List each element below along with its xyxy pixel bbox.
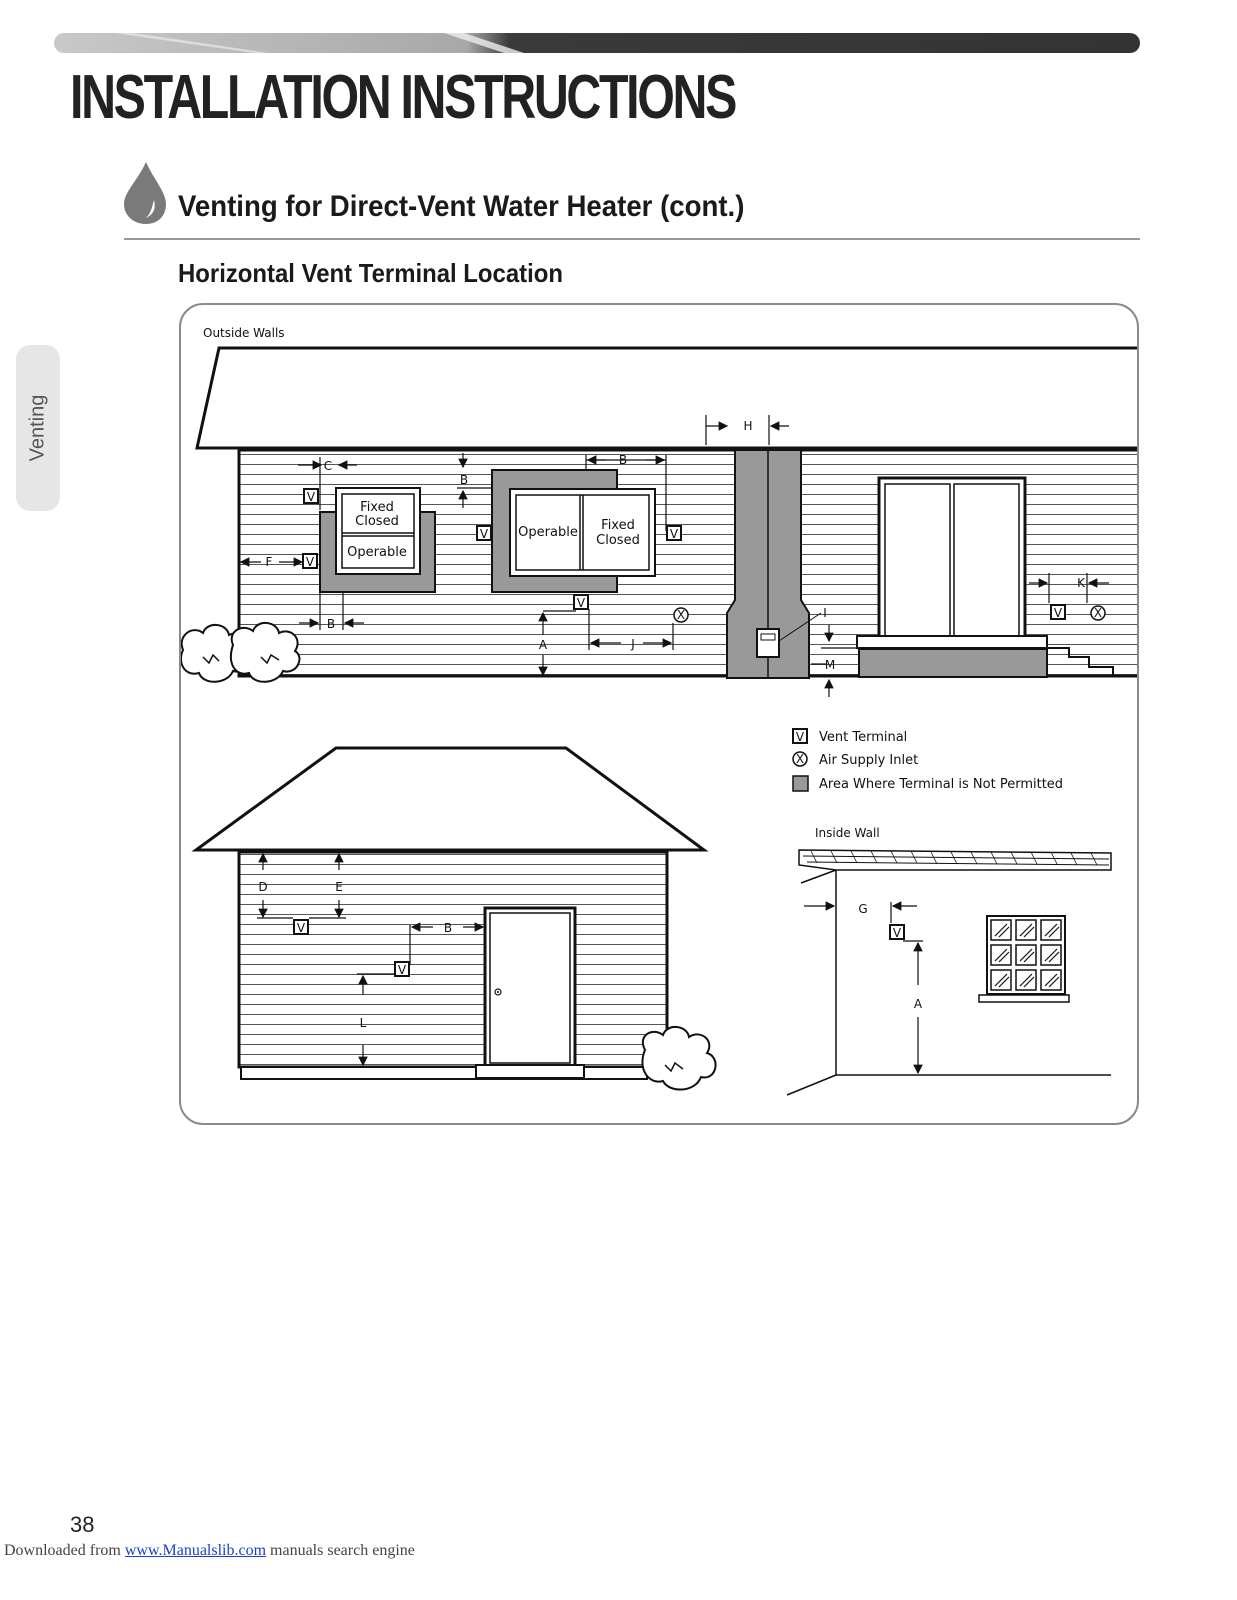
inside-wall-view [787, 850, 1111, 1095]
svg-text:D: D [258, 880, 268, 894]
svg-text:V: V [892, 926, 902, 940]
svg-text:V: V [479, 527, 489, 541]
vent-terminal-icon [890, 925, 904, 940]
svg-text:L: L [359, 1016, 367, 1030]
vent-terminal-icon [574, 595, 588, 610]
vent-terminal-icon [667, 526, 681, 541]
window2-operable-label: Operable [518, 525, 578, 540]
window2-fixed-label: Fixed [601, 518, 635, 533]
house-front-view [181, 348, 1139, 682]
svg-text:K: K [1077, 576, 1085, 590]
page-number: 38 [70, 1512, 95, 1537]
svg-text:M: M [824, 658, 836, 672]
svg-text:V: V [1053, 606, 1063, 620]
legend-vent-terminal: Vent Terminal [819, 730, 908, 745]
vent-terminal-icon [1051, 605, 1065, 620]
air-supply-inlet-icon [674, 608, 688, 622]
vent-terminal-icon [304, 489, 318, 504]
svg-text:X: X [795, 752, 805, 766]
legend-air-supply-inlet: Air Supply Inlet [819, 753, 919, 768]
legend-not-permitted: Area Where Terminal is Not Permitted [819, 777, 1064, 792]
svg-text:X: X [676, 608, 686, 622]
dimension-lines [804, 902, 923, 1073]
download-footer [4, 1542, 415, 1560]
house-side-view [196, 748, 716, 1090]
vent-terminal-icon [793, 729, 807, 744]
svg-text:I: I [823, 606, 827, 620]
vent-terminal-icon [477, 526, 491, 541]
vent-terminal-icon [395, 962, 409, 977]
svg-text:V: V [296, 921, 306, 935]
svg-text:B: B [443, 921, 453, 935]
svg-text:B: B [618, 453, 628, 467]
svg-text:V: V [306, 490, 316, 504]
svg-text:V: V [576, 596, 586, 610]
svg-text:C: C [323, 459, 333, 473]
svg-text:B: B [459, 473, 469, 487]
manualslib-link[interactable]: www.Manualslib.com [124, 1542, 267, 1559]
svg-text:V: V [397, 963, 407, 977]
water-drop-icon [120, 160, 168, 226]
air-supply-inlet-icon [793, 752, 807, 766]
svg-text:V: V [669, 527, 679, 541]
gas-meter [757, 629, 779, 657]
window1-fixed-label: Fixed [360, 500, 394, 515]
outside-walls-label: Outside Walls [203, 326, 285, 340]
air-supply-inlet-icon [1091, 606, 1105, 620]
window1-closed-label: Closed [355, 514, 399, 529]
svg-text:X: X [1093, 606, 1103, 620]
footer-prefix: Downloaded from [4, 1542, 125, 1559]
vent-location-diagram [179, 303, 1139, 1125]
section-title: Venting for Direct-Vent Water Heater (cont.) [178, 190, 745, 223]
legend [793, 729, 1063, 792]
porch-restricted-area [859, 649, 1047, 677]
svg-text:G: G [858, 902, 868, 916]
header-bar [54, 33, 1140, 53]
restricted-area-swatch [793, 776, 808, 791]
section-subtitle: Horizontal Vent Terminal Location [178, 258, 563, 288]
shrub-icon [181, 623, 299, 682]
svg-text:A: A [913, 997, 923, 1011]
svg-text:B: B [326, 617, 336, 631]
svg-text:A: A [538, 638, 548, 652]
vent-terminal-icon [303, 554, 317, 569]
shrub-icon [642, 1027, 715, 1090]
side-tab-label: Venting [26, 394, 49, 462]
inside-wall-label: Inside Wall [815, 826, 880, 840]
svg-text:V: V [305, 555, 315, 569]
section-divider [124, 238, 1140, 240]
svg-text:F: F [265, 555, 273, 569]
svg-text:E: E [335, 880, 343, 894]
svg-text:H: H [743, 419, 753, 433]
window1-operable-label: Operable [347, 545, 407, 560]
page-title: INSTALLATION INSTRUCTIONS [70, 63, 736, 132]
window2-closed-label: Closed [596, 533, 640, 548]
side-tab-venting[interactable] [16, 345, 60, 511]
svg-text:V: V [795, 730, 805, 744]
svg-text:J: J [631, 637, 635, 651]
footer-suffix: manuals search engine [266, 1542, 415, 1559]
vent-terminal-icon [294, 920, 308, 935]
